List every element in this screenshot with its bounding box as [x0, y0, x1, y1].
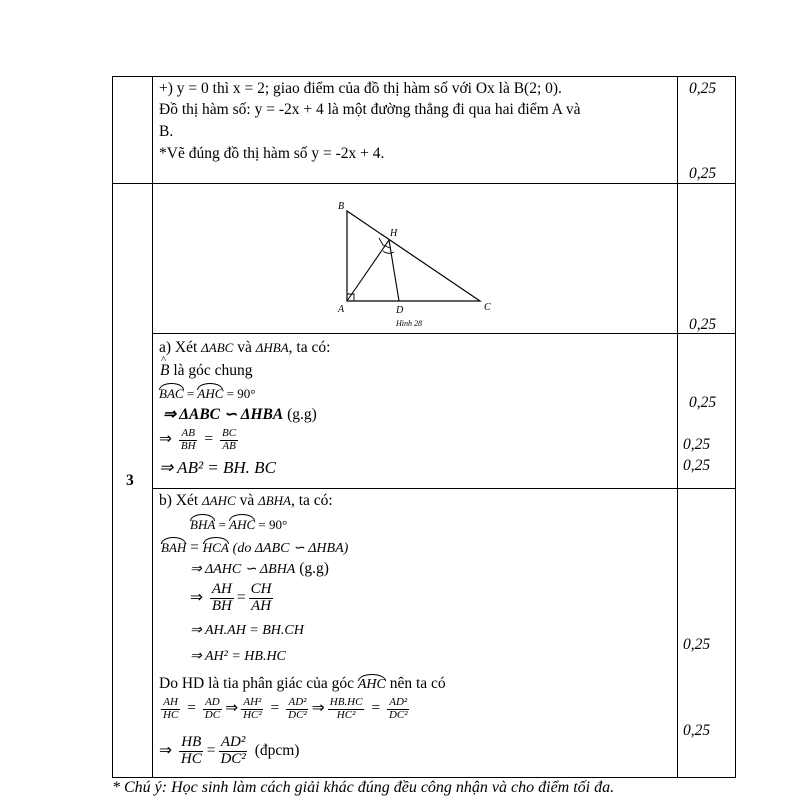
label-c: C [484, 302, 491, 313]
score-figure: 0,25 [689, 316, 717, 333]
part-b-angle-eq: BAH = HCA (do ΔABC ∽ ΔHBA) [161, 539, 349, 556]
table-divider-number [152, 76, 153, 778]
score-a-1: 0,25 [689, 394, 717, 411]
part-a-angles: BAC = AHC = 90° [159, 383, 255, 400]
label-h: H [390, 228, 398, 239]
table-divider-score [677, 76, 678, 778]
table-border-top [112, 76, 736, 77]
part-a-result: ⇒ AB² = BH. BC [159, 458, 276, 477]
score-a-3: 0,25 [683, 457, 711, 474]
part-a-intro: a) Xét ΔABC và ΔHBA, ta có: [159, 339, 331, 356]
label-a: A [338, 304, 345, 315]
table-border-left [112, 76, 113, 778]
part-b-product: ⇒ AH.AH = BH.CH [190, 623, 304, 638]
part-a-common-angle: ^ B là góc chung [160, 363, 253, 379]
part-b-bisector: Do HD là tia phân giác của góc AHC nên ta có [159, 675, 446, 692]
label-d: D [396, 305, 404, 316]
angle-mark-h [383, 251, 394, 253]
top-line-3: B. [159, 123, 174, 140]
part-b-square: ⇒ AH² = HB.HC [190, 649, 286, 664]
bisector-hd [389, 240, 399, 301]
triangle-abc [347, 211, 480, 301]
part-a-similar: ⇒ ΔABC ∽ ΔHBA (g.g) [163, 406, 317, 423]
footnote: * Chú ý: Học sinh làm cách giải khác đúng đều công nhận và cho điểm tối đa. [112, 779, 615, 796]
table-border-bottom [112, 777, 736, 778]
label-b: B [338, 201, 345, 212]
score-top-1: 0,25 [689, 80, 717, 97]
question-number: 3 [126, 472, 134, 489]
top-line-2: Đồ thị hàm số: y = -2x + 4 là một đường thẳng đi qua hai điểm A và [159, 101, 581, 118]
altitude-ah [347, 240, 389, 301]
score-b-1: 0,25 [683, 636, 711, 653]
geometry-figure [330, 196, 500, 336]
score-a-2: 0,25 [683, 436, 711, 453]
part-b-similar: ⇒ ΔAHC ∽ ΔBHA (g.g) [190, 560, 329, 577]
table-border-right [735, 76, 736, 778]
top-line-1: +) y = 0 thì x = 2; giao điểm của đồ thị hàm số với Ox là B(2; 0). [159, 80, 562, 97]
part-b-chain: $\frac{AH}{HC}$ = $\frac{AD}{DC}$ ⇒ $\frac{\text{AH²}}{\text{HC²}}$ = $\frac{\text{AD²}}{\text{DC²}}$ ⇒ $\frac{HB.HC}{\text{HC²}}$ = $\frac{\text{AD²}}{\text{DC²}}$ [163, 696, 408, 721]
part-a-ratio: ⇒ $\frac{AB}{BH}$ = $\frac{BC}{AB}$ [159, 427, 237, 452]
top-line-4: *Vẽ đúng đồ thị hàm số y = -2x + 4. [159, 145, 385, 162]
figure-caption: Hình 28 [396, 319, 422, 328]
row-divider-1 [112, 183, 736, 184]
part-b-final: ⇒ $\frac{HB}{HC}$ = $\frac{\text{AD²}}{\text{DC²}}$ (đpcm) [159, 734, 300, 767]
score-top-2: 0,25 [689, 165, 717, 182]
part-b-angles: BHA = AHC = 90° [190, 514, 287, 531]
part-b-ratio: ⇒ $\frac{AH}{BH}$ = $\frac{CH}{AH}$ [190, 581, 272, 614]
part-b-intro: b) Xét ΔAHC và ΔBHA, ta có: [159, 492, 333, 509]
score-b-2: 0,25 [683, 722, 711, 739]
row-divider-3 [152, 488, 736, 489]
